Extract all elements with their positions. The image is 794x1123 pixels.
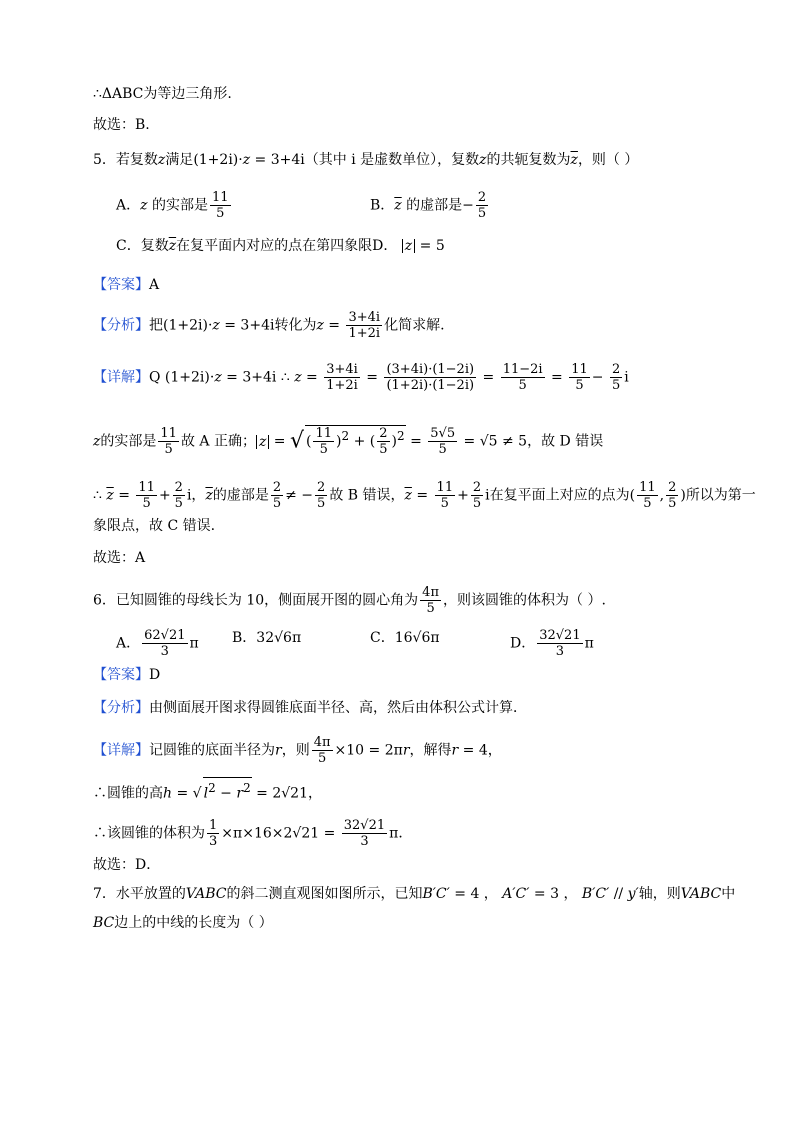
q6-option-c: C．16√6π	[370, 630, 440, 646]
text-line: 象限点，故 C 错误.	[93, 518, 216, 534]
text-line: ∴ΔABC为等边三角形.	[93, 86, 232, 102]
question-7: 7．水平放置的VABC的斜二测直观图如图所示，已知B′C′ = 4 ， A′C′ = 3 ， B′C′ // y′轴，则VABC中	[93, 886, 736, 902]
q5-option-a: A．z 的实部是 $\frac{11}{5}$	[116, 190, 229, 221]
detail-5-line-2: z的实部是 $\frac{11}{5}$ 故 A 正确； z = √ ( $\frac{11}{5}$ )$^2$ + ( $\frac{2}{5}$ )$^2$ = $\frac{5√5}{5}$ = √5 ≠ 5，故 D 错误	[93, 426, 604, 458]
answer-6: 【答案】D	[93, 667, 161, 683]
q5-option-cd: C．复数$\overline{z}$在复平面内对应的点在第四象限D． z = 5	[116, 238, 445, 254]
text-line: 故选：B.	[93, 117, 150, 133]
q6-option-a: A． $\frac{62√21}{3}$ π	[116, 628, 199, 659]
detail-6: 【详解】记圆锥的底面半径为r，则 $\frac{4\pi}{5}$ ×10 = 2πr，解得r = 4，	[93, 735, 502, 766]
detail-5: 【详解】Q (1+2i)·z = 3+4i ∴ z = $\frac{3+4i}{1+2i}$ = $\frac{(3+4i)\cdot(1-2i)}{(1+2i)\cdot(1-2i)}$ = $\frac{11-2i}{5}$ = $\frac{11}{5}$ − $\frac{2}{5}$ i	[93, 362, 629, 393]
question-6: 6．已知圆锥的母线长为 10，侧面展开图的圆心角为 $\frac{4\pi}{5}$ ，则该圆锥的体积为（ ）.	[93, 585, 606, 616]
question-5: 5．若复数z满足(1+2i)·z = 3+4i（其中 i 是虚数单位），复数z的共轭复数为$\overline{z}$，则（ ）	[93, 152, 639, 168]
detail-6-height: ∴圆锥的高h = √ $l^2 - r^2 = 2√21$，	[93, 777, 322, 804]
q5-option-b: B．$\overline{z}$ 的虚部是− $\frac{2}{5}$	[370, 190, 487, 221]
question-7-line-2: BC边上的中线的长度为（ ）	[93, 915, 273, 931]
detail-6-volume: ∴该圆锥的体积为 $\frac{1}{3}$ ×π×16×2√21 = $\frac{32√21}{3}$ π．	[93, 818, 413, 849]
q6-option-b: B．32√6π	[232, 630, 302, 646]
analysis-6: 【分析】由侧面展开图求得圆锥底面半径、高，然后由体积公式计算．	[93, 700, 527, 716]
q6-option-d: D． $\frac{32√21}{3}$ π	[510, 628, 594, 659]
text-line: 故选：D．	[93, 857, 161, 873]
detail-5-line-3: ∴ $\overline{z}$ = $\frac{11}{5}$ + $\frac{2}{5}$ i，$\overline{z}$的虚部是 $\frac{2}{5}$ ≠ − $\frac{2}{5}$ 故 B 错误，$\overline{z}$ = $\frac{11}{5}$ + $\frac{2}{5}$ i在复平面上对应的点为( $\frac{11}{5}$ , $\frac{2}{5}$ )所以为第一	[93, 480, 756, 511]
answer-5: 【答案】A	[93, 277, 160, 293]
text-line: 故选：A	[93, 550, 146, 566]
analysis-5: 【分析】把(1+2i)·z = 3+4i转化为z = $\frac{3+4i}{1+2i}$ 化简求解.	[93, 310, 445, 341]
